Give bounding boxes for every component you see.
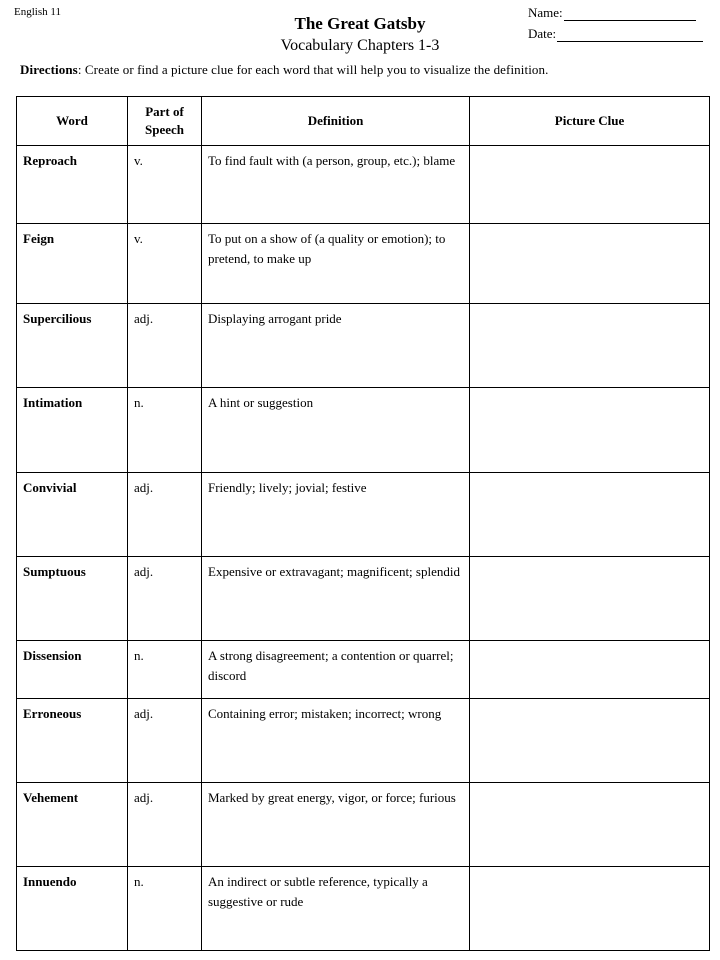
definition-cell: An indirect or subtle reference, typically a suggestive or rude (202, 867, 470, 951)
part-of-speech-cell: adj. (128, 557, 202, 641)
page-title: The Great Gatsby (294, 14, 426, 33)
part-of-speech-cell: v. (128, 224, 202, 304)
table-row (17, 304, 710, 388)
part-of-speech-cell: n. (128, 867, 202, 951)
definition-cell: Displaying arrogant pride (202, 304, 470, 388)
name-field[interactable] (528, 5, 696, 21)
picture-clue-cell[interactable] (470, 867, 710, 951)
definition-cell: Friendly; lively; jovial; festive (202, 473, 470, 557)
table-header-row (17, 97, 710, 146)
picture-clue-cell[interactable] (470, 699, 710, 783)
picture-clue-cell[interactable] (470, 224, 710, 304)
word-cell: Reproach (17, 146, 128, 224)
column-header-definition: Definition (202, 97, 470, 146)
word-cell: Dissension (17, 641, 128, 699)
part-of-speech-cell: adj. (128, 304, 202, 388)
column-header-picture-clue: Picture Clue (470, 97, 710, 146)
definition-cell: A strong disagreement; a contention or quarrel; discord (202, 641, 470, 699)
word-cell: Innuendo (17, 867, 128, 951)
word-cell: Convivial (17, 473, 128, 557)
date-field[interactable] (528, 26, 703, 42)
definition-cell: Expensive or extravagant; magnificent; splendid (202, 557, 470, 641)
word-cell: Sumptuous (17, 557, 128, 641)
word-cell: Supercilious (17, 304, 128, 388)
directions (20, 62, 548, 78)
directions-label: Directions (20, 62, 78, 77)
table-row (17, 473, 710, 557)
part-of-speech-cell: adj. (128, 699, 202, 783)
part-of-speech-cell: n. (128, 388, 202, 473)
table-row (17, 146, 710, 224)
page-subtitle: Vocabulary Chapters 1-3 (280, 37, 440, 54)
definition-cell: To put on a show of (a quality or emotion); to pretend, to make up (202, 224, 470, 304)
table-row (17, 224, 710, 304)
name-blank-line[interactable] (564, 7, 696, 21)
picture-clue-cell[interactable] (470, 473, 710, 557)
picture-clue-cell[interactable] (470, 783, 710, 867)
picture-clue-cell[interactable] (470, 557, 710, 641)
part-of-speech-cell: adj. (128, 473, 202, 557)
part-of-speech-cell: adj. (128, 783, 202, 867)
table-row (17, 641, 710, 699)
definition-cell: Containing error; mistaken; incorrect; wrong (202, 699, 470, 783)
picture-clue-cell[interactable] (470, 304, 710, 388)
word-cell: Feign (17, 224, 128, 304)
date-label: Date: (528, 26, 557, 41)
vocabulary-table (16, 96, 710, 951)
table-row (17, 557, 710, 641)
word-cell: Intimation (17, 388, 128, 473)
table-row (17, 699, 710, 783)
definition-cell: To find fault with (a person, group, etc.); blame (202, 146, 470, 224)
name-label: Name: (528, 5, 563, 20)
part-of-speech-cell: n. (128, 641, 202, 699)
table-row (17, 388, 710, 473)
definition-cell: A hint or suggestion (202, 388, 470, 473)
word-cell: Erroneous (17, 699, 128, 783)
word-cell: Vehement (17, 783, 128, 867)
picture-clue-cell[interactable] (470, 641, 710, 699)
column-header-word: Word (17, 97, 128, 146)
course-label: English 11 (14, 6, 61, 18)
part-of-speech-cell: v. (128, 146, 202, 224)
column-header-part-of-speech: Part of Speech (128, 97, 202, 146)
definition-cell: Marked by great energy, vigor, or force; furious (202, 783, 470, 867)
table-row (17, 783, 710, 867)
date-blank-line[interactable] (557, 28, 703, 42)
table-row (17, 867, 710, 951)
directions-text: : Create or find a picture clue for each word that will help you to visualize the definition. (77, 62, 549, 77)
picture-clue-cell[interactable] (470, 388, 710, 473)
picture-clue-cell[interactable] (470, 146, 710, 224)
